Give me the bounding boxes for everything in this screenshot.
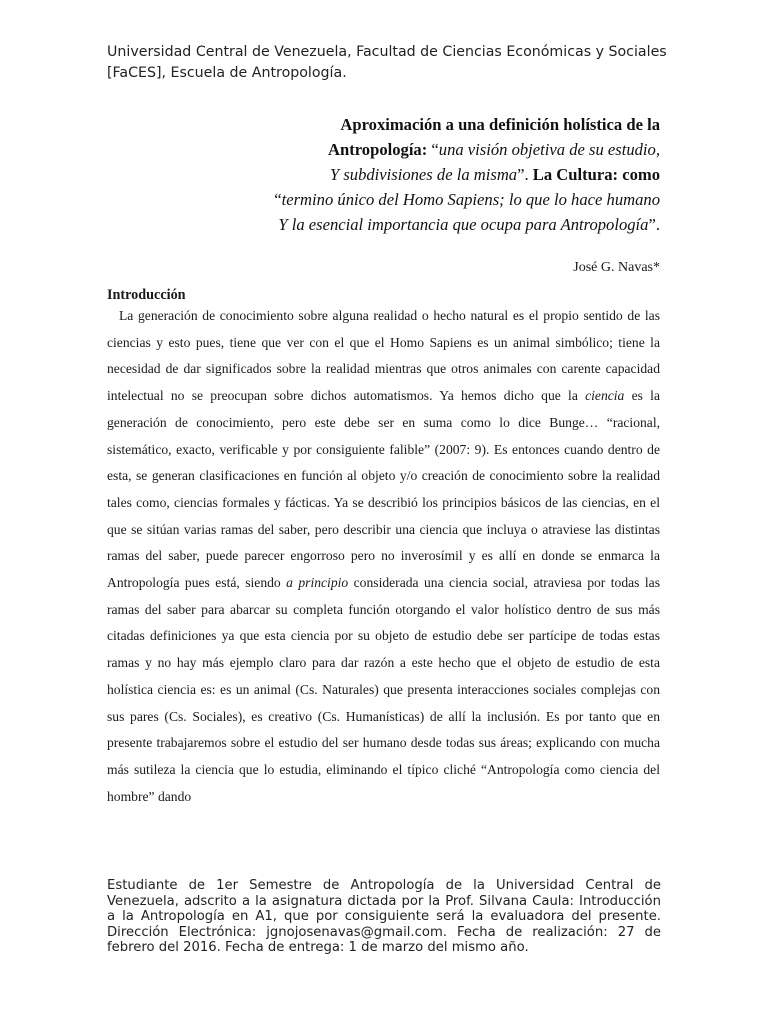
title-subtitle-4: Y la esencial importancia que ocupa para Antropología xyxy=(278,215,649,234)
document-title xyxy=(180,112,660,237)
paragraph-text-3: considerada una ciencia social, atraviesa por todas las ramas del saber para abarcar su completa función otorgando el valor holístico dentro de sus más citadas definiciones ya que esta ciencia por su objeto de estudio debe ser partícipe de todas estas ramas y no hay más ejemplo claro para dar razón a este hecho que el objeto de estudio de esta holística ciencia es: es un animal (Cs. Naturales) que presenta interacciones sociales complejas con sus pares (Cs. Sociales), es creativo (Cs. Humanísticas) de allí la inclusión. Es por tanto que en presente trabajaremos sobre el estudio del ser humano desde todas sus áreas; explicando con mucha más sutileza la ciencia que lo estudia, eliminando el típico cliché “Antropología como ciencia del hombre” dando xyxy=(107,575,660,804)
title-antropologia: Antropología: xyxy=(327,140,428,159)
title-line-1 xyxy=(180,112,660,137)
title-line-3 xyxy=(180,162,660,187)
title-subtitle-3: termino único del Homo Sapiens; lo que lo hace humano xyxy=(281,190,660,209)
paragraph-text-2: es la generación de conocimiento, pero este debe ser en suma como lo dice Bunge… “racional, sistemático, exacto, verificable y por consiguiente falible” (2007: 9). Es entonces cuando dentro de esta, se generan clasificaciones en función al objeto y/o creación de conocimiento sobre la realidad tales como, ciencias formales y fácticas. Ya se describió los principios básicos de las ciencias, en el que se sitúan varias ramas del saber, pero describir una ciencia que incluya o atraviese las distintas ramas del saber, puede parecer engorroso pero no inverosímil y es allí en donde se enmarca la Antropología pues está, siendo xyxy=(107,388,660,591)
title-la-cultura: La Cultura: como xyxy=(532,165,660,184)
author-footnote: Estudiante de 1er Semestre de Antropología de la Universidad Central de Venezuela, adscrito a la asignatura dictada por la Prof. Silvana Caula: Introducción a la Antropología en A1, que por consiguiente será la evaluadora del presente. Dirección Electrónica: jgnojosenavas@gmail.com. Fecha de realización: 27 de febrero del 2016. Fecha de entrega: 1 de marzo del mismo año. xyxy=(107,878,661,956)
title-quote-close: ”. xyxy=(517,165,533,184)
title-subtitle-2: Y subdivisiones de la misma xyxy=(329,165,518,184)
paragraph-text-1: La generación de conocimiento sobre alguna realidad o hecho natural es el propio sentido de las ciencias y esto pues, tiene que ver con el que el Homo Sapiens es un animal simbólico; tiene la necesidad de dar significados sobre la realidad mientras que otros animales con carente capacidad intelectual no se preocupan sobre dichos automatismos. Ya hemos dicho que la xyxy=(107,308,660,404)
introduction-paragraph xyxy=(107,303,660,810)
paragraph-italic-ciencia: ciencia xyxy=(585,388,625,404)
title-quote-open: “ xyxy=(427,140,439,159)
title-subtitle-1: una visión objetiva de su estudio, xyxy=(438,140,660,159)
title-line-4 xyxy=(180,187,660,212)
author-name: José G. Navas* xyxy=(573,260,660,275)
title-quote-open-2: “ xyxy=(274,190,282,209)
title-line-1-text: Aproximación a una definición holística de la xyxy=(340,115,660,134)
document-header: Universidad Central de Venezuela, Facultad de Ciencias Económicas y Sociales [FaCES], Escuela de Antropología. xyxy=(107,44,667,81)
title-line-5 xyxy=(180,212,660,237)
title-line-2 xyxy=(180,137,660,162)
section-heading-introduccion: Introducción xyxy=(107,287,186,303)
title-quote-close-2: ”. xyxy=(648,215,660,234)
paragraph-italic-a-principio: a principio xyxy=(286,575,349,591)
